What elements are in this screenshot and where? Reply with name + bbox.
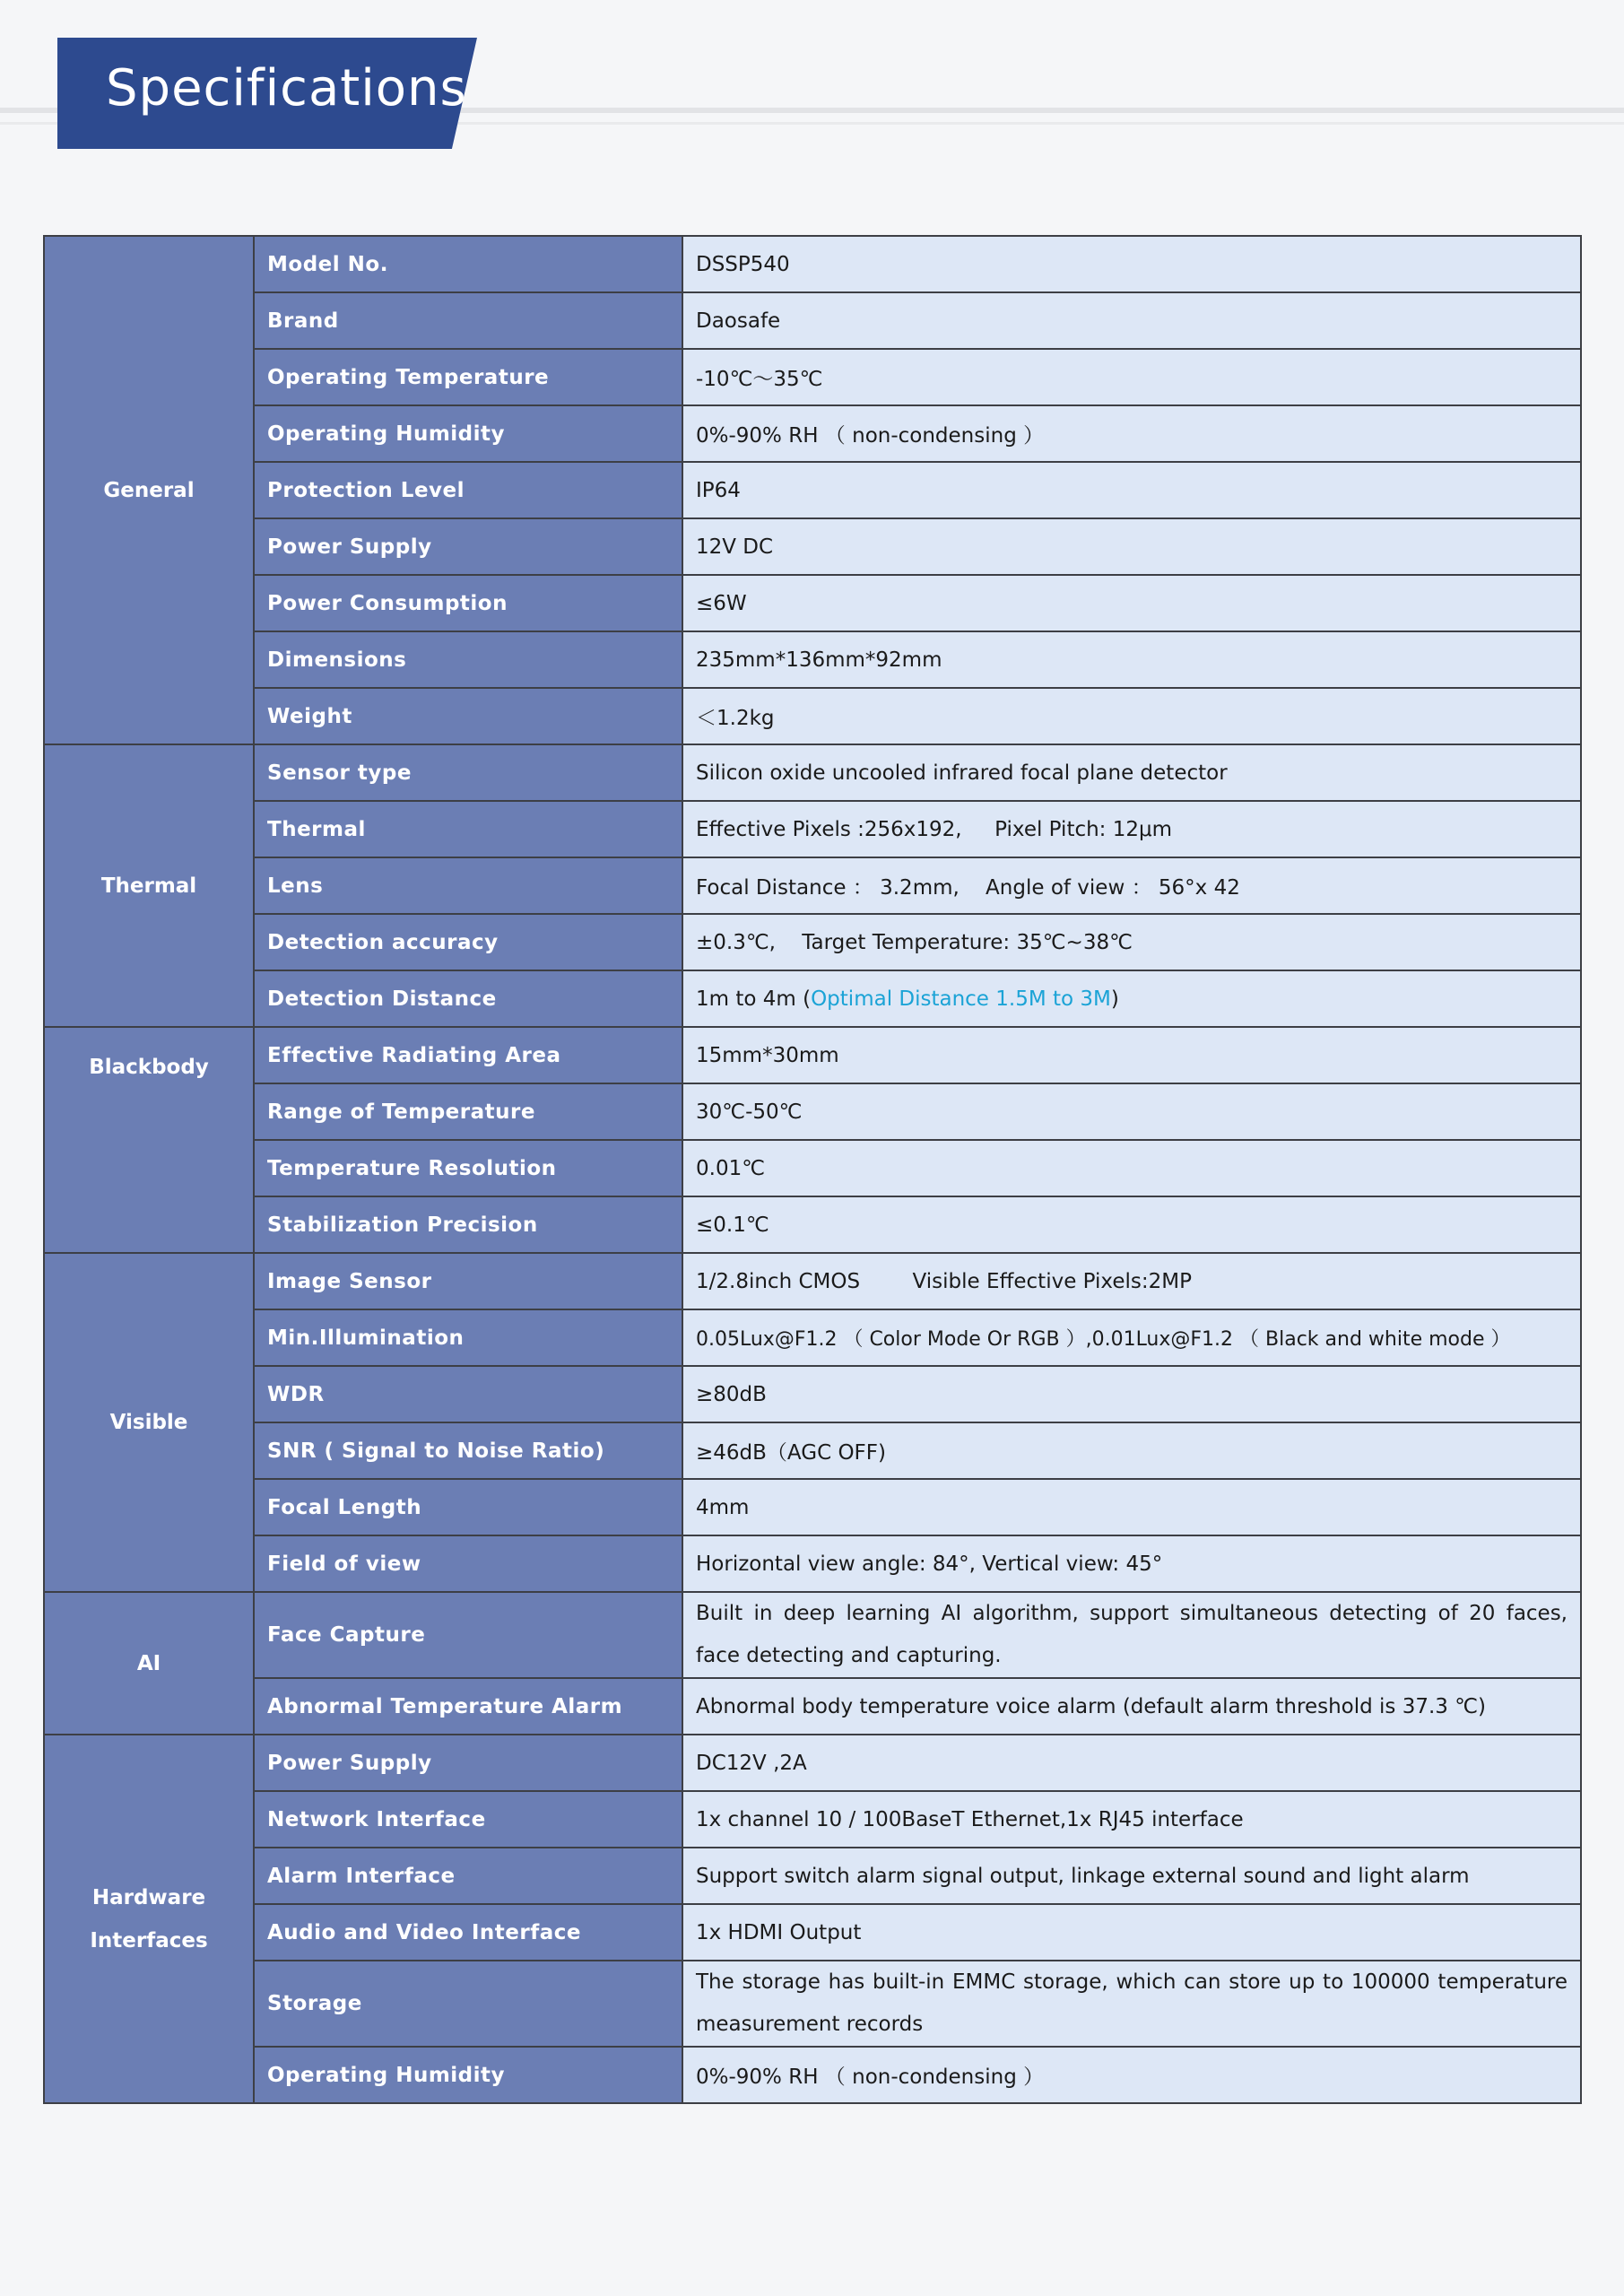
spec-value-prefix: 1m to 4m ( <box>696 987 812 1011</box>
table-row <box>44 518 1581 575</box>
category-hardware-interfaces: Hardware Interfaces <box>44 1735 254 2103</box>
spec-label: Dimensions <box>254 631 682 688</box>
table-row <box>44 575 1581 631</box>
table-row <box>44 1422 1581 1479</box>
spec-value: 30℃-50℃ <box>682 1083 1581 1140</box>
spec-value-suffix: ) <box>1110 987 1119 1011</box>
table-row <box>44 2047 1581 2103</box>
specifications-table <box>43 235 1582 2104</box>
spec-value: 1/2.8inch CMOS Visible Effective Pixels:2MP <box>682 1253 1581 1309</box>
spec-label: Lens <box>254 857 682 914</box>
spec-label: Audio and Video Interface <box>254 1904 682 1961</box>
table-row <box>44 1592 1581 1678</box>
table-row <box>44 1479 1581 1535</box>
spec-value: 0%-90% RH （ non-condensing ） <box>682 2047 1581 2103</box>
optimal-distance-highlight: Optimal Distance 1.5M to 3M <box>811 987 1111 1011</box>
table-row <box>44 1309 1581 1366</box>
page-title: Specifications <box>106 59 467 117</box>
spec-value: ≥46dB（AGC OFF) <box>682 1422 1581 1479</box>
table-row <box>44 857 1581 914</box>
spec-label: Operating Humidity <box>254 405 682 462</box>
spec-value: 0.01℃ <box>682 1140 1581 1196</box>
spec-value: 4mm <box>682 1479 1581 1535</box>
spec-value: 0.05Lux@F1.2 （ Color Mode Or RGB ）,0.01Lux@F1.2 （ Black and white mode ） <box>682 1309 1581 1366</box>
spec-value: 1x channel 10 / 100BaseT Ethernet,1x RJ45 interface <box>682 1791 1581 1848</box>
spec-value <box>682 970 1581 1027</box>
table-row <box>44 1027 1581 1083</box>
spec-label: Storage <box>254 1961 682 2047</box>
spec-label: Effective Radiating Area <box>254 1027 682 1083</box>
spec-label: Brand <box>254 292 682 349</box>
category-general: General <box>44 236 254 744</box>
table-row <box>44 236 1581 292</box>
spec-value: 1x HDMI Output <box>682 1904 1581 1961</box>
spec-label: Operating Humidity <box>254 2047 682 2103</box>
table-row <box>44 1535 1581 1592</box>
spec-value: Silicon oxide uncooled infrared focal plane detector <box>682 744 1581 801</box>
spec-label: Range of Temperature <box>254 1083 682 1140</box>
spec-label: Min.Illumination <box>254 1309 682 1366</box>
table-row <box>44 1848 1581 1904</box>
category-ai: AI <box>44 1592 254 1735</box>
spec-label: Focal Length <box>254 1479 682 1535</box>
table-row <box>44 292 1581 349</box>
spec-value: Focal Distance ： 3.2mm, Angle of view ： 56°x 42 <box>682 857 1581 914</box>
table-row <box>44 1735 1581 1791</box>
spec-value: IP64 <box>682 462 1581 518</box>
spec-label: Power Consumption <box>254 575 682 631</box>
table-row <box>44 1083 1581 1140</box>
table-row <box>44 1196 1581 1253</box>
table-row <box>44 631 1581 688</box>
spec-label: Operating Temperature <box>254 349 682 405</box>
table-row <box>44 405 1581 462</box>
spec-label: Temperature Resolution <box>254 1140 682 1196</box>
spec-label: WDR <box>254 1366 682 1422</box>
spec-value: Support switch alarm signal output, linkage external sound and light alarm <box>682 1848 1581 1904</box>
spec-label: SNR ( Signal to Noise Ratio) <box>254 1422 682 1479</box>
spec-value: ＜1.2kg <box>682 688 1581 744</box>
spec-label: Weight <box>254 688 682 744</box>
spec-label: Model No. <box>254 236 682 292</box>
spec-label: Field of view <box>254 1535 682 1592</box>
spec-label: Thermal <box>254 801 682 857</box>
spec-value: Built in deep learning AI algorithm, support simultaneous detecting of 20 faces, face detecting and capturing. <box>682 1592 1581 1678</box>
category-thermal: Thermal <box>44 744 254 1027</box>
spec-value: Effective Pixels :256x192, Pixel Pitch: 12μm <box>682 801 1581 857</box>
spec-value: Daosafe <box>682 292 1581 349</box>
spec-label: Image Sensor <box>254 1253 682 1309</box>
spec-value: 235mm*136mm*92mm <box>682 631 1581 688</box>
spec-value: DC12V ,2A <box>682 1735 1581 1791</box>
table-row <box>44 1678 1581 1735</box>
spec-label: Power Supply <box>254 1735 682 1791</box>
spec-value: 15mm*30mm <box>682 1027 1581 1083</box>
spec-label: Face Capture <box>254 1592 682 1678</box>
spec-value: Horizontal view angle: 84°, Vertical view: 45° <box>682 1535 1581 1592</box>
table-row <box>44 1904 1581 1961</box>
spec-label: Network Interface <box>254 1791 682 1848</box>
spec-label: Protection Level <box>254 462 682 518</box>
table-row <box>44 462 1581 518</box>
table-row <box>44 1961 1581 2047</box>
table-row <box>44 1253 1581 1309</box>
table-row <box>44 801 1581 857</box>
table-row <box>44 349 1581 405</box>
spec-label: Power Supply <box>254 518 682 575</box>
spec-label: Detection Distance <box>254 970 682 1027</box>
spec-value: DSSP540 <box>682 236 1581 292</box>
spec-label: Detection accuracy <box>254 914 682 970</box>
spec-value: 12V DC <box>682 518 1581 575</box>
spec-value: ≤6W <box>682 575 1581 631</box>
table-row <box>44 1366 1581 1422</box>
spec-value: Abnormal body temperature voice alarm (default alarm threshold is 37.3 ℃) <box>682 1678 1581 1735</box>
spec-value: ≤0.1℃ <box>682 1196 1581 1253</box>
table-row <box>44 970 1581 1027</box>
spec-value: -10℃～35℃ <box>682 349 1581 405</box>
spec-label: Abnormal Temperature Alarm <box>254 1678 682 1735</box>
spec-label: Stabilization Precision <box>254 1196 682 1253</box>
spec-value: ±0.3℃, Target Temperature: 35℃~38℃ <box>682 914 1581 970</box>
spec-value: ≥80dB <box>682 1366 1581 1422</box>
category-blackbody: Blackbody <box>44 1027 254 1253</box>
table-row <box>44 1791 1581 1848</box>
spec-label: Alarm Interface <box>254 1848 682 1904</box>
spec-value: 0%-90% RH （ non-condensing ） <box>682 405 1581 462</box>
category-visible: Visible <box>44 1253 254 1592</box>
table-row <box>44 1140 1581 1196</box>
table-row <box>44 914 1581 970</box>
spec-label: Sensor type <box>254 744 682 801</box>
spec-value: The storage has built-in EMMC storage, which can store up to 100000 temperature measurement records <box>682 1961 1581 2047</box>
table-row <box>44 688 1581 744</box>
table-row <box>44 744 1581 801</box>
